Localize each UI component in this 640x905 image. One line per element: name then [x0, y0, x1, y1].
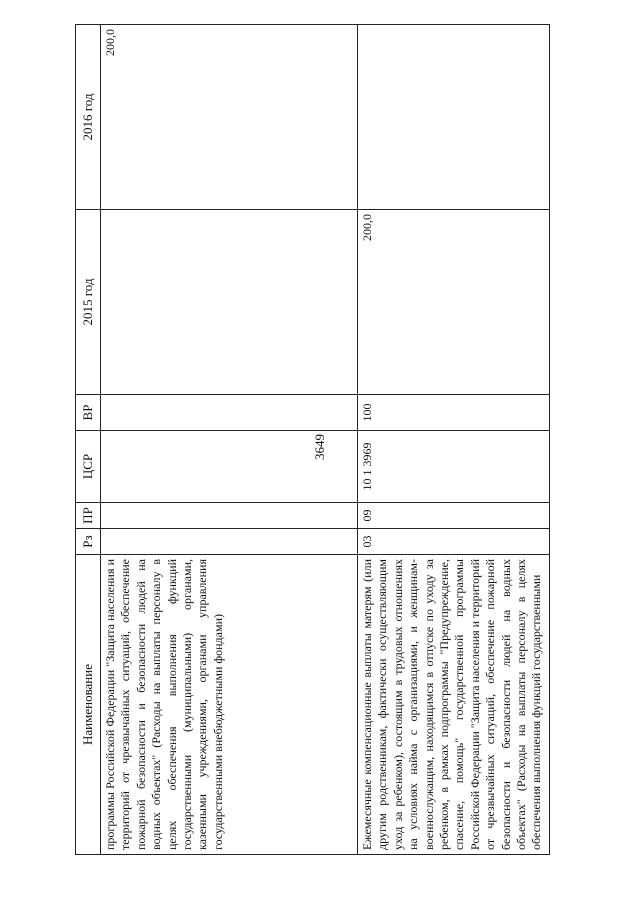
rotated-page [75, 25, 635, 855]
row-rz: 03 [358, 529, 550, 555]
header-csr: ЦСР [76, 431, 101, 503]
header-year-2016: 2016 год [76, 25, 101, 210]
table-row [358, 25, 550, 855]
header-vr: ВР [76, 395, 101, 431]
row-vr: 100 [358, 395, 550, 431]
row-csr: 10 1 3969 [358, 431, 550, 503]
header-name: Наименование [76, 555, 101, 855]
row-rz [101, 529, 358, 555]
table-header-row [76, 25, 101, 855]
row-name: Ежемесячные компенсационные выплаты матерям (или другим родственникам, фактически осуществляющим уход за ребенком), состоящим в трудовых отношениях на условиях найма с организациями, и женщинам-военнослужащим, находящимся в отпуске по уходу за ребенком, в рамках подпрограммы "Предупреждение, спасение, помощь" государственной программы Российской Федерации "Защита населения и территорий от чрезвычайных ситуаций, обеспечение пожарной безопасности и безопасности людей на водных объектах" (Расходы на выплаты персоналу в целях обеспечения выполнения функций государственными [358, 555, 550, 855]
budget-table [75, 24, 550, 855]
row-csr [101, 431, 358, 503]
header-year-2015: 2015 год [76, 210, 101, 395]
row-name: программы Российской Федерации "Защита населения и территорий от чрезвычайных ситуаций, обеспечение пожарной безопасности и безопасности людей на водных объектах" (Расходы на выплаты персоналу в целях обеспечения выполнения функций государственными (муниципальными) органами, казенными учреждениями, органами управления государственными внебюджетными фондами) [101, 555, 358, 855]
row-pr: 09 [358, 503, 550, 529]
row-year-2015: 200,0 [358, 210, 550, 395]
row-year-2015 [101, 210, 358, 395]
page-number: 3649 [312, 434, 327, 460]
row-vr [101, 395, 358, 431]
row-pr [101, 503, 358, 529]
header-rz: Рз [76, 529, 101, 555]
row-year-2016: 200,0 [101, 25, 358, 210]
header-pr: ПР [76, 503, 101, 529]
row-year-2016 [358, 25, 550, 210]
table-row [101, 25, 358, 855]
